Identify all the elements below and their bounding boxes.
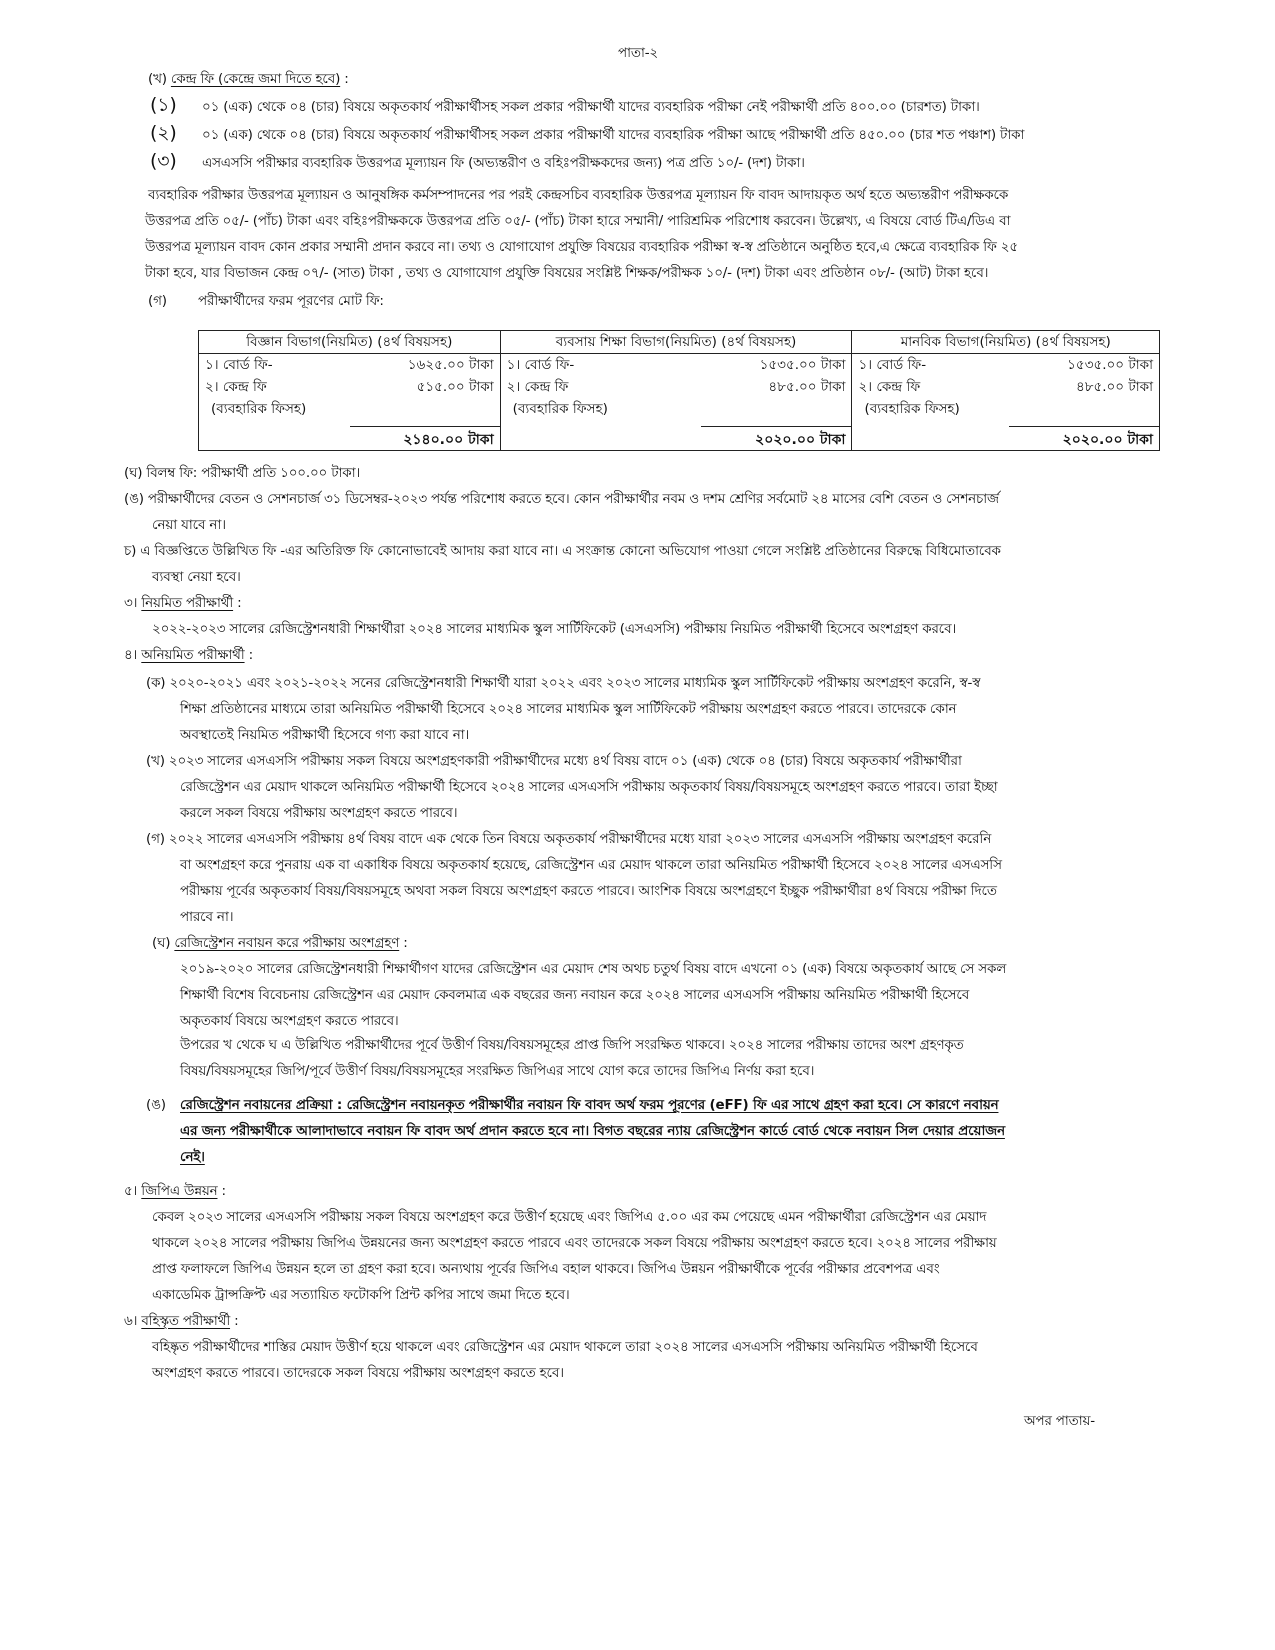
section-5-line-3: প্রাপ্ত ফলাফলে জিপিএ উন্নয়ন হলে তা গ্রহণ করা হবে। অন্যথায় পূর্বের জিপিএ বহাল থাকবে। জিপিএ উন্নয়ন পরীক্ষার্থীকে পূর্বের পরীক্ষার প্রবেশপত্র এবং — [152, 1261, 940, 1277]
section-4-ka-line-1: (ক) ২০২০-২০২১ এবং ২০২১-২০২২ সনের রেজিস্ট্রেশনধারী শিক্ষার্থী যারা ২০২২ এবং ২০২৩ সালের মাধ্যমিক স্কুল সার্টিফিকেট পরীক্ষায় অংশগ্রহণ করেনি, স্ব-স্ব — [146, 675, 981, 691]
late-fee-line: (ঘ) বিলম্ব ফি: পরীক্ষার্থী প্রতি ১০০.০০ টাকা। — [124, 465, 361, 481]
session-charge-line-1: (ঙ) পরীক্ষার্থীদের বেতন ও সেশনচার্জ ৩১ ডিসেম্বর-২০২৩ পর্যন্ত পরিশোধ করতে হবে। কোন পরীক্ষার্থীর নবম ও দশম শ্রেণির সর্বমোট ২৪ মাসের বেশি বেতন ও সেশনচার্জ — [124, 491, 999, 507]
evaluation-fee-paragraph-line-2: উত্তরপত্র প্রতি ০৫/- (পাঁচ) টাকা এবং বহিঃপরীক্ষককে উত্তরপত্র প্রতি ০৫/- (পাঁচ) টাকা হারে সম্মানী/ পারিশ্রমিক পরিশোধ করবেন। উল্লেখ্য, এ বিষয়ে বোর্ড টিএ/ডিএ বা — [145, 213, 1011, 229]
section-4-ka-line-2: শিক্ষা প্রতিষ্ঠানের মাধ্যমে তারা অনিয়মিত পরীক্ষার্থী হিসেবে ২০২৪ সালের মাধ্যমিক স্কুল সার্টিফিকেট পরীক্ষায় অংশগ্রহণ করতে পারবে। তাদেরকে কোন — [180, 701, 957, 717]
page-number: পাতা-২ — [618, 45, 658, 61]
center-fee-amount: ৪৮৫.০০ টাকা — [1075, 379, 1153, 395]
board-fee-amount: ১৬২৫.০০ টাকা — [407, 357, 494, 373]
section-kha-heading: (খ) কেন্দ্র ফি (কেন্দ্রে জমা দিতে হবে) : — [148, 71, 349, 87]
evaluation-fee-paragraph-line-3: উত্তরপত্র মূল্যায়ন বাবদ কোন প্রকার সম্মানী প্রদান করবে না। তথ্য ও যোগাযোগ প্রযুক্তি বিষয়ের ব্যবহারিক পরীক্ষা স্ব-স্ব প্রতিষ্ঠানে অনুষ্ঠিত হবে,এ ক্ষেত্রে ব্যবহারিক ফি ২৫ — [145, 239, 1018, 255]
section-4-gha-line-3: অকৃতকার্য বিষয়ে অংশগ্রহণ করতে পারবে। — [180, 1013, 399, 1029]
session-charge-line-2: নেয়া যাবে না। — [152, 517, 226, 533]
section-4-ga-line-3: পরীক্ষায় পূর্বের অকৃতকার্য বিষয়/বিষয়সমূহে অথবা সকল বিষয়ে অংশগ্রহণ করতে পারবে। আংশিক বিষয়ে অংশগ্রহণে ইচ্ছুক পরীক্ষার্থীরা ৪র্থ বিষয়ে পরীক্ষা দিতে — [180, 883, 997, 899]
section-4-uma-label: (ঙ) — [146, 1097, 166, 1113]
section-4-gha-line-1: ২০১৯-২০২০ সালের রেজিস্ট্রেশনধারী শিক্ষার্থীগণ যাদের রেজিস্ট্রেশন এর মেয়াদ শেষ অথচ চতুর্থ বিষয় বাদে এখনো ০১ (এক) বিষয়ে অকৃতকার্য আছে সে সকল — [180, 961, 1007, 977]
table-header-humanities: মানবিক বিভাগ(নিয়মিত) (৪র্থ বিষয়সহ) — [852, 331, 1160, 354]
extra-fee-warning-line-2: ব্যবস্থা নেয়া হবে। — [152, 569, 241, 585]
fee-item-3: (৩) এসএসসি পরীক্ষার ব্যবহারিক উত্তরপত্র মূল্যায়ন ফি (অভ্যন্তরীণ ও বহিঃপরীক্ষকদের জন্য) পত্র প্রতি ১০/- (দশ) টাকা। — [150, 150, 805, 172]
fee-cell-science: ১। বোর্ড ফি- ১৬২৫.০০ টাকা ২। কেন্দ্র ফি ৫১৫.০০ টাকা (ব্যবহারিক ফিসহ) ২১৪০.০০ টাকা — [199, 354, 501, 451]
item-number: (৩) — [150, 150, 177, 172]
fee-cell-business: ১। বোর্ড ফি- ১৫৩৫.০০ টাকা ২। কেন্দ্র ফি ৪৮৫.০০ টাকা (ব্যবহারিক ফিসহ) ২০২০.০০ টাকা — [500, 354, 852, 451]
section-4-kha-line-1: (খ) ২০২৩ সালের এসএসসি পরীক্ষায় সকল বিষয়ে অংশগ্রহণকারী পরীক্ষার্থীদের মধ্যে ৪র্থ বিষয় বাদে ০১ (এক) থেকে ০৪ (চার) বিষয়ে অকৃতকার্য পরীক্ষার্থীরা — [146, 753, 962, 769]
total-divider — [350, 426, 500, 427]
total-amount: ২০২০.০০ টাকা — [755, 432, 846, 448]
section-4-gha-line-2: শিক্ষার্থী বিশেষ বিবেচনায় রেজিস্ট্রেশন এর মেয়াদ কেবলমাত্র এক বছরের জন্য নবায়ন করে ২০২৪ সালের এসএসসি পরীক্ষায় অনিয়মিত পরীক্ষার্থী হিসেবে — [180, 987, 970, 1003]
section-4-heading: ৪। অনিয়মিত পরীক্ষার্থী : — [124, 647, 254, 663]
section-6-heading: ৬। বহিস্কৃত পরীক্ষার্থী : — [124, 1313, 239, 1329]
item-number: (২) — [150, 122, 177, 144]
section-4-gha-heading: (ঘ) রেজিস্ট্রেশন নবায়ন করে পরীক্ষায় অংশগ্রহণ : — [152, 935, 408, 951]
total-amount: ২০২০.০০ টাকা — [1062, 432, 1153, 448]
section-4-gha-line-5: বিষয়/বিষয়সমূহের জিপি/পূর্বে উত্তীর্ণ বিষয়/বিষয়সমূহের সংরক্ষিত জিপিএর সাথে যোগ করে তাদের জিপিএ নির্ণয় করা হবে। — [180, 1063, 815, 1079]
section-kha-title: কেন্দ্র ফি (কেন্দ্রে জমা দিতে হবে) — [170, 71, 341, 87]
fee-cell-humanities: ১। বোর্ড ফি- ১৫৩৫.০০ টাকা ২। কেন্দ্র ফি ৪৮৫.০০ টাকা (ব্যবহারিক ফিসহ) ২০২০.০০ টাকা — [852, 354, 1160, 451]
section-4-ga-line-1: (গ) ২০২২ সালের এসএসসি পরীক্ষায় ৪র্থ বিষয় বাদে এক থেকে তিন বিষয়ে অকৃতকার্য পরীক্ষার্থীদের মধ্যে যারা ২০২৩ সালের এসএসসি পরীক্ষায় অংশগ্রহণ করেনি — [146, 831, 992, 847]
table-header-science: বিজ্ঞান বিভাগ(নিয়মিত) (৪র্থ বিষয়সহ) — [199, 331, 501, 354]
total-amount: ২১৪০.০০ টাকা — [403, 432, 494, 448]
section-3-heading: ৩। নিয়মিত পরীক্ষার্থী : — [124, 595, 242, 611]
section-6-line-2: অংশগ্রহণ করতে পারবে। তাদেরকে সকল বিষয়ে পরীক্ষায় অংশগ্রহণ করতে হবে। — [152, 1365, 564, 1381]
section-4-kha-line-3: করলে সকল বিষয়ে পরীক্ষায় অংশগ্রহণ করতে পারবে। — [180, 805, 458, 821]
evaluation-fee-paragraph-line-1: ব্যবহারিক পরীক্ষার উত্তরপত্র মূল্যায়ন ও আনুষঙ্গিক কর্মসম্পাদনের পর পরই কেন্দ্রসচিব ব্যবহারিক উত্তরপত্র মূল্যায়ন ফি বাবদ আদায়কৃত অর্থ হতে অভ্যন্তরীণ পরীক্ষককে — [148, 187, 1009, 203]
renewal-process-line-2: এর জন্য পরীক্ষার্থীকে আলাদাভাবে নবায়ন ফি বাবদ অর্থ প্রদান করতে হবে না। বিগত বছরের ন্যায় রেজিস্ট্রেশন কার্ডে বোর্ড থেকে নবায়ন সিল দেয়ার প্রয়োজন — [180, 1123, 1005, 1139]
table-header-business: ব্যবসায় শিক্ষা বিভাগ(নিয়মিত) (৪র্থ বিষয়সহ) — [500, 331, 852, 354]
form-fill-fee-table — [198, 330, 1160, 451]
section-5-line-1: কেবল ২০২৩ সালের এসএসসি পরীক্ষায় সকল বিষয়ে অংশগ্রহণ করে উত্তীর্ণ হয়েছে এবং জিপিএ ৫.০০ এর কম পেয়েছে এমন পরীক্ষার্থীরা রেজিস্ট্রেশন এর মেয়াদ — [152, 1209, 987, 1225]
center-fee-amount: ৪৮৫.০০ টাকা — [768, 379, 846, 395]
section-3-text: ২০২২-২০২৩ সালের রেজিস্ট্রেশনধারী শিক্ষার্থীরা ২০২৪ সালের মাধ্যমিক স্কুল সার্টিফিকেট (এসএসসি) পরীক্ষায় নিয়মিত পরীক্ষার্থী হিসেবে অংশগ্রহণ করবে। — [152, 621, 957, 637]
section-4-ka-line-3: অবস্থাতেই নিয়মিত পরীক্ষার্থী হিসেবে গণ্য করা যাবে না। — [180, 727, 470, 743]
board-fee-amount: ১৫৩৫.০০ টাকা — [759, 357, 846, 373]
renewal-process-line-1: রেজিস্ট্রেশন নবায়নের প্রক্রিয়া : রেজিস্ট্রেশন নবায়নকৃত পরীক্ষার্থীর নবায়ন ফি বাবদ অর্থ ফরম পূরণের (eFF) ফি এর সাথে গ্রহণ করা হবে। সে কারণে নবায়ন — [180, 1097, 999, 1113]
section-5-line-2: থাকলে ২০২৪ সালের পরীক্ষায় জিপিএ উন্নয়নের জন্য অংশগ্রহণ করতে পারবে এবং তাদেরকে সকল বিষয়ে পরীক্ষায় অংশগ্রহণ করতে হবে। ২০২৪ সালের পরীক্ষায় — [152, 1235, 997, 1251]
board-fee-amount: ১৫৩৫.০০ টাকা — [1067, 357, 1153, 373]
section-ga-heading: (গ) পরীক্ষার্থীদের ফরম পূরণের মোট ফি: — [148, 293, 384, 309]
evaluation-fee-paragraph-line-4: টাকা হবে, যার বিভাজন কেন্দ্র ০৭/- (সাত) টাকা , তথ্য ও যোগাযোগ প্রযুক্তি বিষয়ের সংশ্লিষ্ট শিক্ষক/পরীক্ষক ১০/- (দশ) টাকা এবং প্রতিষ্ঠান ০৮/- (আট) টাকা হবে। — [145, 265, 989, 281]
extra-fee-warning-line-1: চ) এ বিজ্ঞপ্তিতে উল্লিখিত ফি -এর অতিরিক্ত ফি কোনোভাবেই আদায় করা যাবে না। এ সংক্রান্ত কোনো অভিযোগ পাওয়া গেলে সংশ্লিষ্ট প্রতিষ্ঠানের বিরুদ্ধে বিধিমোতাবেক — [124, 543, 1001, 559]
section-5-line-4: একাডেমিক ট্রান্সক্রিপ্ট এর সত্যায়িত ফটোকপি প্রিন্ট কপির সাথে জমা দিতে হবে। — [152, 1287, 570, 1303]
fee-item-2: (২) ০১ (এক) থেকে ০৪ (চার) বিষয়ে অকৃতকার্য পরীক্ষার্থীসহ সকল প্রকার পরীক্ষার্থী যাদের ব্যবহারিক পরীক্ষা আছে পরীক্ষার্থী প্রতি ৪৫০.০০ (চার শত পঞ্চাশ) টাকা — [150, 122, 1025, 144]
section-4-ga-line-4: পারবে না। — [180, 909, 234, 925]
fee-item-1: (১) ০১ (এক) থেকে ০৪ (চার) বিষয়ে অকৃতকার্য পরীক্ষার্থীসহ সকল প্রকার পরীক্ষার্থী যাদের ব্যবহারিক পরীক্ষা নেই পরীক্ষার্থী প্রতি ৪০০.০০ (চারশত) টাকা। — [150, 94, 980, 116]
item-number: (১) — [150, 94, 177, 116]
section-4-gha-line-4: উপরের খ থেকে ঘ এ উল্লিখিত পরীক্ষার্থীদের পূর্বে উত্তীর্ণ বিষয়/বিষয়সমূহের প্রাপ্ত জিপি সংরক্ষিত থাকবে। ২০২৪ সালের পরীক্ষায় তাদের অংশ গ্রহণকৃত — [180, 1037, 964, 1053]
section-4-ga-line-2: বা অংশগ্রহণ করে পুনরায় এক বা একাধিক বিষয়ে অকৃতকার্য হয়েছে, রেজিস্ট্রেশন এর মেয়াদ থাকলে তারা অনিয়মিত পরীক্ষার্থী হিসেবে ২০২৪ সালের এসএসসি — [180, 857, 1002, 873]
section-4-kha-line-2: রেজিস্ট্রেশন এর মেয়াদ থাকলে অনিয়মিত পরীক্ষার্থী হিসেবে ২০২৪ সালের এসএসসি পরীক্ষায় অকৃতকার্য বিষয়/বিষয়সমূহে অংশগ্রহণ করতে পারবে। তারা ইচ্ছা — [180, 779, 998, 795]
section-6-line-1: বহিষ্কৃত পরীক্ষার্থীদের শাস্তির মেয়াদ উত্তীর্ণ হয়ে থাকলে এবং রেজিস্ট্রেশন এর মেয়াদ থাকলে তারা ২০২৪ সালের এসএসসি পরীক্ষায় অনিয়মিত পরীক্ষার্থী হিসেবে — [152, 1339, 978, 1355]
total-divider — [701, 426, 851, 427]
renewal-process-line-3: নেই। — [180, 1149, 205, 1165]
section-5-heading: ৫। জিপিএ উন্নয়ন : — [124, 1183, 226, 1199]
continued-next-page: অপর পাতায়- — [1024, 1413, 1095, 1429]
total-divider — [1009, 426, 1159, 427]
center-fee-amount: ৫১৫.০০ টাকা — [416, 379, 494, 395]
